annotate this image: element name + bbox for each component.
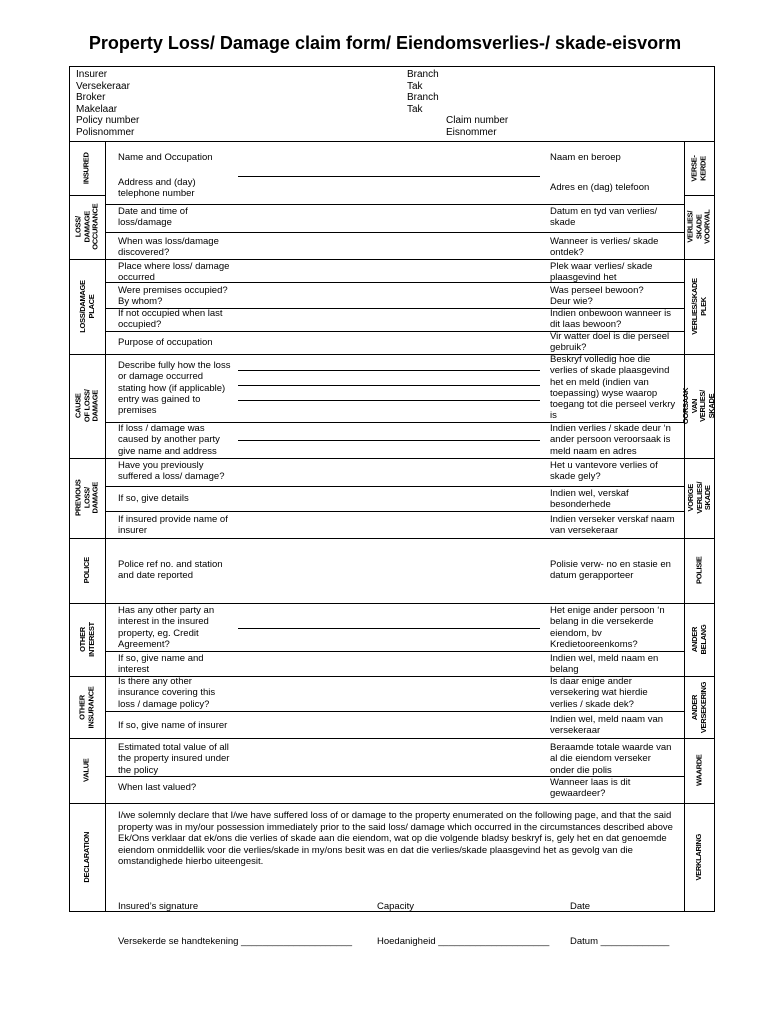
declaration-text-en: I/we solemnly declare that I/we have suffered loss of or damage to the property enumerated on the following page, and that the said property was in my/our possession immediately prior to the said loss/ damage which occurred in the circumstances described above	[118, 810, 673, 833]
section-label-cause: CAUSE OF LOSS/ DAMAGE	[73, 389, 100, 423]
question-label: If so, give name of insurer	[118, 720, 228, 731]
section-label-insured-af: VERSE- KERDE	[690, 155, 708, 182]
question-label-af: Vir watter doel is die perseel gebruik?	[550, 331, 670, 354]
insurer-label: Insurer	[76, 69, 108, 80]
policy-number-label: Policy number	[76, 115, 140, 126]
question-label-af: Indien onbewoon wanneer is dit laas bewoon?	[550, 308, 671, 331]
question-label-af: Wanneer laas is dit gewaardeer?	[550, 777, 631, 800]
answer-line[interactable]	[105, 486, 684, 487]
question-label-af: Is daar enige ander versekering wat hierdie verlies / skade dek?	[550, 676, 648, 710]
answer-line[interactable]	[105, 259, 684, 260]
question-label: Has any other party an interest in the insured property, eg. Credit Agreement?	[118, 605, 215, 650]
question-label: Name and Occupation	[118, 152, 213, 163]
question-label: If loss / damage was caused by another party give name and address	[118, 423, 220, 457]
date-label-af: Datum _____________	[570, 935, 670, 947]
section-label-declaration: DECLARATION	[81, 832, 91, 883]
section-label-loss-occurrence-af: VERLIES/ SKADE VOORVAL	[685, 209, 712, 245]
section-label-cause-af: OORSAAK VAN VERLIES/ SKADE	[681, 387, 716, 425]
section-label-police-af: POLISIE	[694, 556, 704, 585]
answer-line[interactable]	[105, 232, 684, 233]
answer-line[interactable]	[105, 538, 684, 539]
page-title: Property Loss/ Damage claim form/ Eiendomsverlies-/ skade-eisvorm	[88, 33, 682, 53]
left-column-divider-declaration	[105, 803, 106, 912]
question-label: Is there any other insurance covering this loss / damage policy?	[118, 676, 216, 710]
question-label-af: Adres en (dag) telefoon	[550, 182, 650, 193]
section-label-loss-occurrence: LOSS/ DAMAGE OCCURANCE	[73, 203, 100, 251]
section-label-declaration-af: VERKLARING	[694, 834, 704, 881]
question-label-af: Indien verseker verskaf naam van versekeraar	[550, 514, 675, 537]
question-label-af: Beraamde totale waarde van al die eiendom verseker onder die polis	[550, 742, 672, 776]
insurer-label-af: Versekeraar	[76, 80, 130, 92]
claim-number-field[interactable]	[446, 115, 508, 138]
claim-number-label-af: Eisnommer	[446, 126, 497, 138]
insured-signature-label: Insured’s signature	[118, 901, 199, 912]
question-label: If so, give details	[118, 493, 189, 504]
header-box	[69, 66, 715, 142]
section-divider-full	[69, 803, 715, 804]
answer-line[interactable]	[105, 711, 684, 712]
question-label-af: Indien verlies / skade deur ‘n ander persoon veroorsaak is meld naam en adres	[550, 423, 671, 457]
branch-label-af: Tak	[407, 80, 423, 92]
capacity-label-af: Hoedanigheid _____________________	[377, 935, 550, 947]
branch-label-2-af: Tak	[407, 103, 423, 115]
question-label: If not occupied when last occupied?	[118, 308, 223, 331]
answer-line[interactable]	[238, 370, 540, 371]
question-label-af: Het u vantevore verlies of skade gely?	[550, 460, 658, 483]
claim-number-label: Claim number	[446, 115, 509, 126]
insured-signature-label-af: Versekerde se handtekening _____________________	[118, 935, 353, 947]
question-label-af: Was perseel bewoon? Deur wie?	[550, 285, 644, 308]
question-label: Place where loss/ damage occurred	[118, 261, 230, 284]
section-label-previous: PREVIOUS LOSS/ DAMAGE	[73, 479, 100, 517]
question-label: Were premises occupied? By whom?	[118, 285, 228, 308]
answer-line[interactable]	[238, 628, 540, 629]
insurer-field[interactable]	[76, 69, 139, 138]
answer-line[interactable]	[238, 440, 540, 441]
question-label: When last valued?	[118, 782, 197, 793]
section-label-loss-place-af: VERLIES/SKADE PLEK	[690, 278, 708, 335]
answer-line[interactable]	[105, 204, 684, 205]
answer-line[interactable]	[238, 176, 540, 177]
question-label: Describe fully how the loss or damage occurred stating how (if applicable) entry was gained to premises	[118, 360, 231, 417]
date-field[interactable]	[570, 878, 669, 959]
capacity-field[interactable]	[377, 878, 549, 959]
question-label-af: Beskryf volledig hoe die verlies of skade plaasgevind het en meld (indien van toepassing) wyse waarop toegang tot die perseel verkry is	[550, 354, 676, 422]
question-label: Purpose of occupation	[118, 337, 213, 348]
question-label: If so, give name and interest	[118, 653, 204, 676]
question-label: Estimated total value of all the property insured under the policy	[118, 742, 230, 776]
section-label-previous-af: VORIGE VERLIES/ SKADE	[685, 482, 712, 514]
section-label-other-interest-af: ANDER BELANG	[690, 624, 708, 655]
answer-line[interactable]	[105, 458, 684, 459]
answer-line[interactable]	[105, 603, 684, 604]
branch-label: Branch	[407, 69, 439, 80]
question-label-af: Wanneer is verlies/ skade ontdek?	[550, 236, 659, 259]
answer-line[interactable]	[238, 400, 540, 401]
question-label-af: Indien wel, verskaf besonderhede	[550, 488, 629, 511]
question-label-af: Polisie verw- no en stasie en datum gerapporteer	[550, 559, 671, 582]
insured-signature-field[interactable]	[118, 878, 352, 959]
question-label: Address and (day) telephone number	[118, 177, 196, 200]
policy-number-label-af: Polisnommer	[76, 126, 135, 138]
broker-label: Broker	[76, 92, 106, 103]
question-label: Police ref no. and station and date reported	[118, 559, 223, 582]
question-label-af: Datum en tyd van verlies/ skade	[550, 206, 658, 229]
section-label-police: POLICE	[81, 557, 91, 584]
left-column-divider	[105, 142, 106, 803]
section-label-value-af: WAARDE	[694, 754, 704, 787]
branch-field[interactable]	[407, 69, 439, 115]
answer-line[interactable]	[105, 738, 684, 739]
section-label-value: VALUE	[81, 758, 91, 783]
question-label: If insured provide name of insurer	[118, 514, 228, 537]
question-label-af: Naam en beroep	[550, 152, 621, 163]
section-label-loss-place: LOSS/DAMAGE PLACE	[77, 280, 96, 333]
question-label-af: Indien wel, meld naam en belang	[550, 653, 659, 676]
section-label-insured: INSURED	[81, 152, 91, 185]
question-label-af: Plek waar verlies/ skade plaasgevind het	[550, 261, 653, 284]
section-label-other-insurance-af: ANDER VERSEKERING	[690, 681, 708, 733]
declaration-text	[118, 810, 678, 868]
question-label: Date and time of loss/damage	[118, 206, 188, 229]
question-label-af: Het enige ander persoon ‘n belang in die versekerde eiendom, bv Kredietooreenkoms?	[550, 605, 665, 650]
broker-label-af: Makelaar	[76, 103, 118, 115]
section-label-other-interest: OTHER INTEREST	[77, 622, 95, 657]
date-label: Date	[570, 901, 591, 912]
declaration-text-af: Ek/Ons verklaar dat ek/ons die verlies of skade aan die eiendom, wat op die volgende bladsy beskryf is, gely het en dat genoemde eiendom onmiddellik voor die verlies/skade in my/ons besit was en dat die verlies/skade plaasgevind het as gevolg van die omstandighede hierbo uiteengesit.	[118, 833, 667, 868]
question-label: Have you previously suffered a loss/ damage?	[118, 460, 225, 483]
answer-line[interactable]	[105, 651, 684, 652]
branch-label-2: Branch	[407, 92, 439, 103]
section-label-other-insurance: OTHER INSURANCE	[77, 686, 96, 728]
answer-line[interactable]	[238, 385, 540, 386]
question-label: When was loss/damage discovered?	[118, 236, 219, 259]
question-label-af: Indien wel, meld naam van versekeraar	[550, 714, 664, 737]
capacity-label: Capacity	[377, 901, 414, 912]
answer-line[interactable]	[105, 511, 684, 512]
